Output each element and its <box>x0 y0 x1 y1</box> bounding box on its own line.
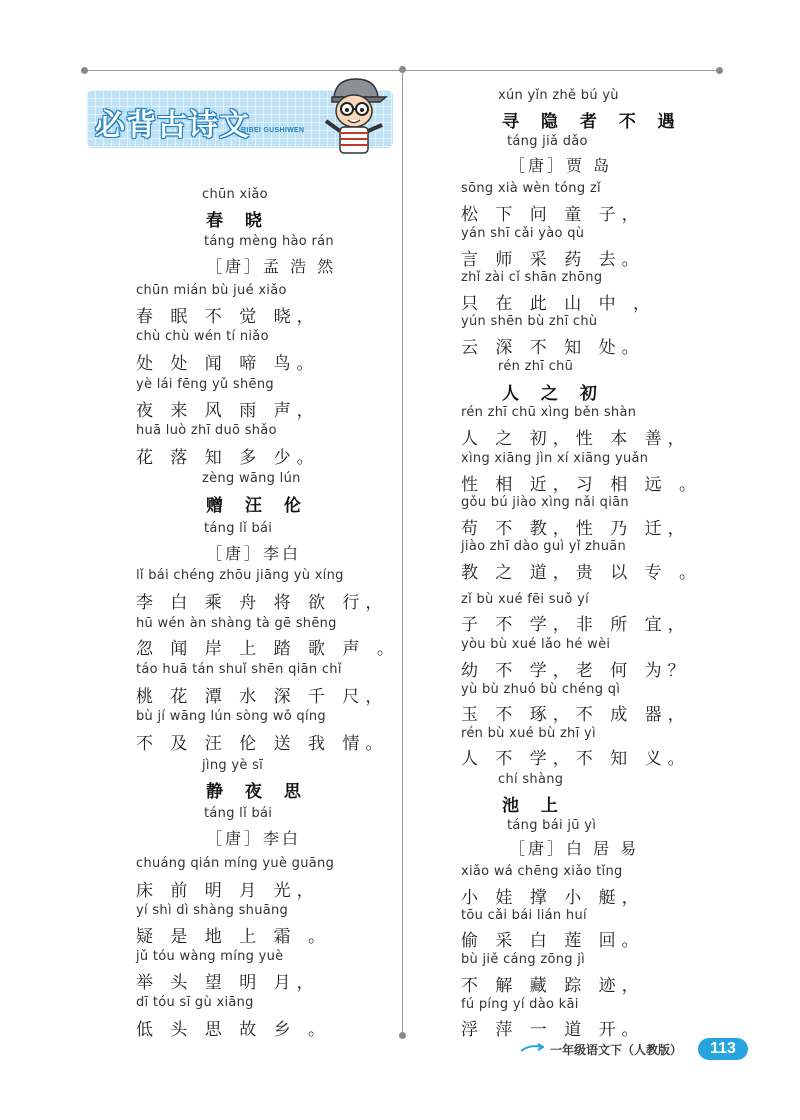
poem-line: 偷 采 白 莲 回。 <box>461 931 645 951</box>
poem-line: 子 不 学，非 所 宜， <box>461 615 691 635</box>
poem-pinyin: táo huā tán shuǐ shēn qiān chǐ <box>136 662 342 677</box>
poem-line: 不 及 汪 伦 送 我 情。 <box>136 734 389 754</box>
poem-line: 教 之 道，贵 以 专 。 <box>461 563 703 583</box>
poem-author: ［唐］白 居 易 <box>509 839 640 858</box>
divider-dot <box>399 1032 406 1039</box>
poem-title: 赠 汪 伦 <box>206 496 309 516</box>
poem-line: 云 深 不 知 处。 <box>461 338 645 358</box>
poem-line: 疑 是 地 上 霜 。 <box>136 927 332 947</box>
poem-pinyin: chí shàng <box>498 772 564 787</box>
poem-author: ［唐］孟 浩 然 <box>206 257 337 276</box>
poem-line: 苟 不 教，性 乃 迁， <box>461 519 691 539</box>
poem-line: 李 白 乘 舟 将 欲 行， <box>136 593 389 613</box>
poem-author: ［唐］李白 <box>206 544 302 563</box>
poem-line: 桃 花 潭 水 深 千 尺， <box>136 687 389 707</box>
poem-line: 只 在 此 山 中 ， <box>461 294 657 314</box>
poem-pinyin: táng bái jū yì <box>507 818 597 833</box>
poem-line: 举 头 望 明 月， <box>136 973 320 993</box>
poem-pinyin: zhǐ zài cǐ shān zhōng <box>461 270 603 285</box>
poem-pinyin: zǐ bù xué fēi suǒ yí <box>461 592 589 607</box>
poem-pinyin: dī tóu sī gù xiāng <box>136 995 254 1010</box>
poem-pinyin: sōng xià wèn tóng zǐ <box>461 181 601 196</box>
poem-pinyin: rén bù xué bù zhī yì <box>461 726 596 741</box>
poem-pinyin: yù bù zhuó bù chéng qì <box>461 682 621 697</box>
poem-pinyin: chūn xiǎo <box>202 187 268 202</box>
poem-pinyin: xiǎo wá chēng xiǎo tǐng <box>461 864 623 879</box>
poem-pinyin: tōu cǎi bái lián huí <box>461 908 587 923</box>
poem-pinyin: fú píng yí dào kāi <box>461 997 579 1012</box>
poem-line: 夜 来 风 雨 声， <box>136 401 320 421</box>
poem-line: 不 解 藏 踪 迹， <box>461 976 645 996</box>
poem-pinyin: yí shì dì shàng shuāng <box>136 903 289 918</box>
poem-line: 床 前 明 月 光， <box>136 881 320 901</box>
poem-pinyin: yè lái fēng yǔ shēng <box>136 377 274 392</box>
poem-pinyin: táng mèng hào rán <box>204 234 334 249</box>
banner-subtitle: BIBEI GUSHIWEN <box>241 127 305 134</box>
divider-dot <box>716 67 723 74</box>
poem-pinyin: rén zhī chū xìng běn shàn <box>461 405 637 420</box>
poem-title: 静 夜 思 <box>206 782 309 802</box>
poem-line: 处 处 闻 啼 鸟。 <box>136 354 320 374</box>
poem-pinyin: bù jí wāng lún sòng wǒ qíng <box>136 709 326 724</box>
poem-pinyin: jiào zhī dào guì yǐ zhuān <box>461 539 627 554</box>
poem-line: 忽 闻 岸 上 踏 歌 声 。 <box>136 639 400 659</box>
divider-dot <box>399 66 406 73</box>
poem-pinyin: táng lǐ bái <box>204 521 273 536</box>
poem-line: 玉 不 琢，不 成 器， <box>461 705 691 725</box>
poem-pinyin: chūn mián bù jué xiǎo <box>136 283 287 298</box>
cartoon-boy-mascot <box>316 75 390 155</box>
poem-pinyin: xìng xiāng jìn xí xiāng yuǎn <box>461 451 649 466</box>
poem-pinyin: rén zhī chū <box>498 359 574 374</box>
book-label: 一年级语文下（人教版） <box>550 1043 683 1057</box>
poem-line: 性 相 近，习 相 远 。 <box>461 475 703 495</box>
page-number: 113 <box>698 1038 748 1060</box>
poem-pinyin: xún yǐn zhě bú yù <box>498 88 619 103</box>
poem-pinyin: bù jiě cáng zōng jì <box>461 952 586 967</box>
poem-title: 春 晓 <box>206 211 270 231</box>
poem-line: 花 落 知 多 少。 <box>136 448 320 468</box>
poem-line: 人 不 学，不 知 义。 <box>461 749 691 769</box>
arrow-icon <box>520 1043 544 1053</box>
divider-dot <box>81 67 88 74</box>
poem-pinyin: chuáng qián míng yuè guāng <box>136 856 335 871</box>
poem-line: 小 娃 撑 小 艇， <box>461 888 645 908</box>
poem-pinyin: táng jiǎ dǎo <box>507 134 588 149</box>
poem-pinyin: gǒu bú jiào xìng nǎi qiān <box>461 495 629 510</box>
poem-pinyin: yún shēn bù zhī chù <box>461 314 598 329</box>
poem-pinyin: huā luò zhī duō shǎo <box>136 423 277 438</box>
poem-author: ［唐］李白 <box>206 829 302 848</box>
poem-pinyin: chù chù wén tí niǎo <box>136 329 269 344</box>
column-divider <box>402 70 403 1035</box>
poem-line: 人 之 初，性 本 善， <box>461 429 691 449</box>
poem-author: ［唐］贾 岛 <box>509 156 613 175</box>
poem-pinyin: táng lǐ bái <box>204 806 273 821</box>
poem-pinyin: jìng yè sī <box>202 758 264 773</box>
poem-line: 言 师 采 药 去。 <box>461 250 645 270</box>
poem-pinyin: zèng wāng lún <box>202 471 301 486</box>
poem-title: 寻 隐 者 不 遇 <box>502 112 683 132</box>
poem-line: 松 下 问 童 子， <box>461 205 645 225</box>
poem-line: 春 眠 不 觉 晓， <box>136 307 320 327</box>
banner-title: 必背古诗文 <box>95 108 250 143</box>
poem-pinyin: jǔ tóu wàng míng yuè <box>136 949 284 964</box>
poem-pinyin: hū wén àn shàng tà gē shēng <box>136 616 337 631</box>
poem-line: 浮 萍 一 道 开。 <box>461 1020 645 1040</box>
poem-line: 低 头 思 故 乡 。 <box>136 1020 332 1040</box>
poem-pinyin: lǐ bái chéng zhōu jiāng yù xíng <box>136 568 344 583</box>
poem-pinyin: yòu bù xué lǎo hé wèi <box>461 637 611 652</box>
poem-pinyin: yán shī cǎi yào qù <box>461 226 585 241</box>
poem-title: 池 上 <box>502 796 566 816</box>
poem-line: 幼 不 学，老 何 为？ <box>461 661 691 681</box>
poem-title: 人 之 初 <box>502 384 605 404</box>
